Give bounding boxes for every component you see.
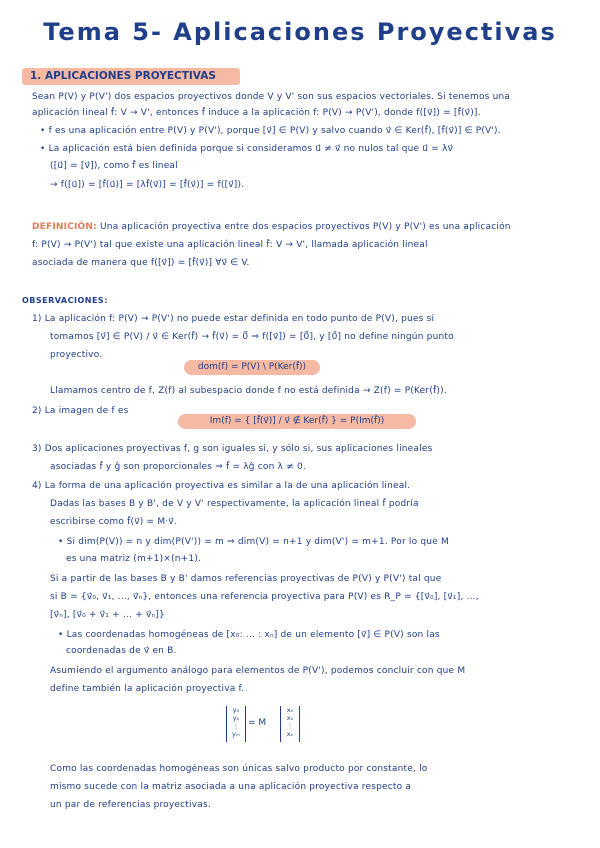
obs1-line-2: tomamos [v⃗] ∈ P(V) / v⃗ ∈ Ker(f̂) → f̂(v⃗) = 0⃗ ⇒ f([v⃗]) = [0⃗], y [0⃗] no define ningún punto — [50, 332, 454, 342]
y-vector — [226, 706, 246, 742]
intro-line-6: → f([u⃗]) = [f̂(u⃗)] = [λf̂(v⃗)] = [f̂(v⃗)] = f([v⃗]). — [50, 180, 245, 190]
intro-line-2: aplicación lineal f̂: V → V', entonces f̂ induce a la aplicación f: P(V) → P(V'), donde f([v⃗]) = [f̂(v⃗)]. — [32, 108, 481, 118]
intro-line-5: ([u⃗] = [v⃗]), como f̂ es lineal — [50, 161, 178, 171]
closing-line-2: mismo sucede con la matriz asociada a una aplicación proyectiva respecto a — [50, 782, 412, 792]
observaciones-label: OBSERVACIONES: — [22, 296, 108, 305]
obs4-line-3: escribirse como f̂(v⃗) = M·v⃗. — [50, 517, 177, 527]
definition-line-3: asociada de manera que f([v⃗]) = [f̂(v⃗)] ∀v⃗ ∈ V. — [32, 258, 250, 268]
obs4-line-6: Si a partir de las bases B y B' damos referencias proyectivas de P(V) y P(V') tal que — [50, 574, 442, 584]
definition-line-1 — [32, 222, 511, 233]
obs4-line-1: 4) La forma de una aplicación proyectiva es similar a la de una aplicación lineal. — [32, 481, 411, 491]
y-entry: ⋮ — [232, 722, 240, 730]
x-vector — [280, 706, 300, 742]
x-entry: xₙ — [286, 730, 294, 738]
obs3-line-1: 3) Dos aplicaciones proyectivas f, g son iguales si, y sólo si, sus aplicaciones lineales — [32, 444, 433, 454]
matrix-operator: = M — [248, 718, 267, 728]
obs4-line-7: si B = {v⃗₀, v⃗₁, ..., v⃗ₙ}, entonces una referencia proyectiva para P(V) es R_P = {[v⃗₀], [v⃗₁], ..., — [50, 592, 479, 602]
obs4-bullet-1: • Si dim(P(V)) = n y dim(P(V')) = m ⇒ dim(V) = n+1 y dim(V') = m+1. Por lo que M — [58, 537, 449, 547]
y-entry: y₁ — [232, 714, 240, 722]
y-entry: yₘ — [232, 730, 240, 738]
obs4-line-10: coordenadas de v⃗ en B. — [66, 646, 177, 656]
obs2-line: 2) La imagen de f es — [32, 406, 129, 416]
intro-bullet-1: • f es una aplicación entre P(V) y P(V'), porque [v⃗] ∈ P(V) y salvo cuando v⃗ ∈ Ker(f̂), [f̂(v⃗)] ∈ P(V'). — [40, 126, 501, 136]
x-entry: ⋮ — [286, 722, 294, 730]
intro-bullet-2: • La aplicación está bien definida porque si consideramos u⃗ ≠ v⃗ no nulos tal que u⃗ = λv⃗ — [40, 144, 454, 154]
im-box: Im(f) = { [f̂(v⃗)] / v⃗ ∉ Ker(f̂) } = P(Im(f̂)) — [178, 414, 416, 429]
intro-line-1: Sean P(V) y P(V') dos espacios proyectivos donde V y V' son sus espacios vectoriales. Si tenemos una — [32, 92, 511, 102]
x-entry: x₁ — [286, 714, 294, 722]
obs3-line-2: asociadas f̂ y ĝ son proporcionales ⇒ f̂ = λĝ con λ ≠ 0. — [50, 462, 306, 472]
centro-line: Llamamos centro de f, Z(f) al subespacio donde f no está definida → Z(f) = P(Ker(f̂)). — [50, 386, 447, 396]
matrix-equation — [226, 706, 300, 742]
definition-line-2: f: P(V) → P(V') tal que existe una aplicación lineal f̂: V → V', llamada aplicación lineal — [32, 240, 428, 250]
obs4-line-5: es una matriz (m+1)×(n+1). — [66, 554, 202, 564]
obs4-line-8: [v⃗ₙ], [v⃗₀ + v⃗₁ + ... + v⃗ₙ]} — [50, 610, 165, 620]
obs4-line-12: define también la aplicación proyectiva f. — [50, 684, 245, 694]
section-heading: 1. APLICACIONES PROYECTIVAS — [22, 68, 240, 85]
x-entry: x₀ — [286, 706, 294, 714]
obs4-line-11: Asumiendo el argumento análogo para elementos de P(V'), podemos concluir con que M — [50, 666, 466, 676]
definition-label: DEFINICIÓN: — [32, 222, 97, 232]
obs1-line-3: proyectivo. — [50, 350, 103, 360]
dom-box: dom(f) = P(V) \ P(Ker(f̂)) — [184, 360, 320, 375]
closing-line-1: Como las coordenadas homogéneas son únicas salvo producto por constante, lo — [50, 764, 428, 774]
obs4-line-2: Dadas las bases B y B', de V y V' respectivamente, la aplicación lineal f̂ podría — [50, 499, 419, 509]
y-entry: y₀ — [232, 706, 240, 714]
definition-text-1: Una aplicación proyectiva entre dos espacios proyectivos P(V) y P(V') es una aplicación — [100, 222, 511, 232]
obs4-bullet-2: • Las coordenadas homogéneas de [x₀: ... : xₙ] de un elemento [v⃗] ∈ P(V) son las — [58, 630, 440, 640]
page-title: Tema 5- Aplicaciones Proyectivas — [43, 18, 557, 46]
obs1-line-1: 1) La aplicación f: P(V) → P(V') no puede estar definida en todo punto de P(V), pues si — [32, 314, 435, 324]
closing-line-3: un par de referencias proyectivas. — [50, 800, 211, 810]
